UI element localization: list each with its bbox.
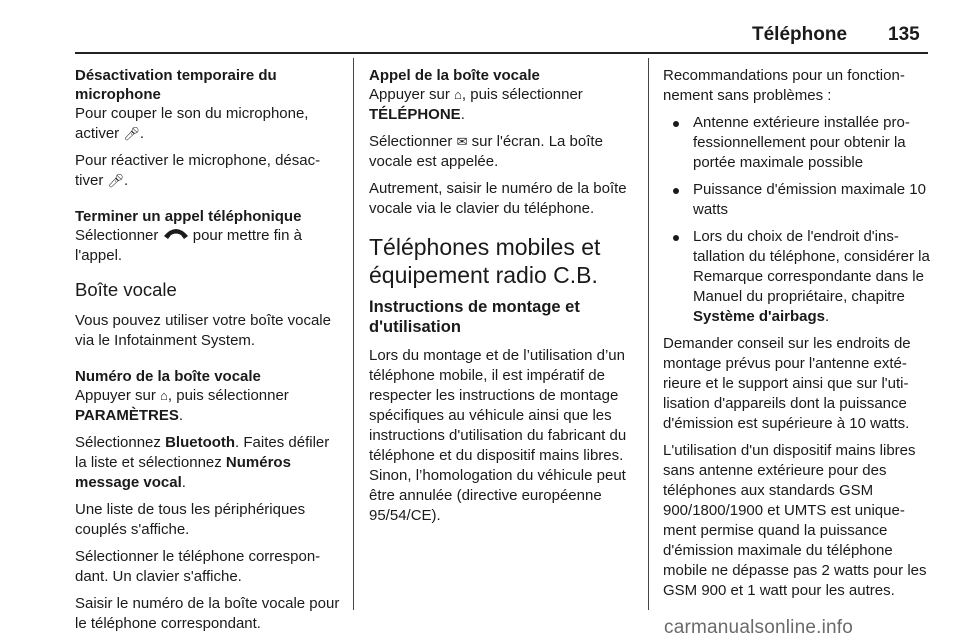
paragraph-select-phone: Sélectionner le téléphone correspondant. Un clavier s'affiche. (75, 548, 321, 586)
paragraph-voicemail: Vous pouvez utiliser votre boîte vocale via le Infotainment System. (75, 312, 331, 350)
column-2 (369, 66, 637, 533)
column-1 (75, 66, 343, 641)
paragraph-press-phone: Appuyer sur ⌂, puis sélectionner TÉLÉPHONE. (369, 86, 583, 123)
microphone-mute-icon: 🎤︎ (107, 173, 125, 188)
paragraph-installation: Lors du montage et de l’utilisation d’un téléphone mobile, il est impératif de respecter les instructions de montage spécifiques au véhicule ainsi que les instructions d'utilisation du fabricant du téléphone et du dispositif mains libres. Sinon, l’homologation du véhicule peut être annulée (directive européenne 95/54/CE). (369, 347, 627, 524)
heading-installation: Instructions de montage et d'utilisation (369, 298, 580, 336)
paragraph-mute-on: Pour couper le son du microphone, activer 🎤︎. (75, 105, 309, 142)
list-item: Antenne extérieure installée professionnellement pour obtenir la portée maximale possible (663, 113, 931, 173)
paragraph-handsfree: L'utilisation d'un dispositif mains libres sans antenne extérieure pour des téléphones aux standards GSM 900/1800/1900 et UMTS est uniquement permise quand la puissance d'émission maximale du téléphone mobile ne dépasse pas 2 watts pour les GSM 900 et 1 watt pour les autres. (663, 442, 927, 599)
header-rule (75, 52, 928, 54)
heading-mobile-phones: Téléphones mobiles et équipement radio C.B. (369, 234, 601, 288)
heading-call-voicemail: Appel de la boîte vocale (369, 67, 540, 84)
page-number: 135 (888, 24, 920, 45)
paragraph-recommendations: Recommandations pour un fonctionnement sans problèmes : (663, 67, 905, 104)
paragraph-alternative: Autrement, saisir le numéro de la boîte vocale via le clavier du téléphone. (369, 180, 627, 217)
paragraph-select-voicemail: Sélectionner ✉ sur l'écran. La boîte vocale est appelée. (369, 133, 603, 170)
home-icon: ⌂ (454, 87, 462, 102)
paragraph-end-call: Sélectionner pour mettre fin à l'appel. (75, 227, 302, 265)
page-header-title: Téléphone (752, 24, 848, 45)
paragraph-mute-off: Pour réactiver le microphone, désactiver 🎤︎. (75, 152, 321, 189)
list-item: Puissance d'émission maximale 10 watts (663, 180, 931, 220)
heading-mute-mic: Désactivation temporaire du microphone (75, 67, 277, 103)
paragraph-press-settings: Appuyer sur ⌂, puis sélectionner PARAMÈTRES. (75, 387, 289, 425)
list-item: Lors du choix de l'endroit d'installation du téléphone, considérer la Remarque correspondante dans le Manuel du propriétaire, chapitre Système d'airbags. (663, 227, 931, 327)
heading-voicemail-number: Numéro de la boîte vocale (75, 368, 261, 386)
end-call-icon (163, 226, 189, 246)
heading-voicemail: Boîte vocale (75, 279, 177, 301)
column-divider-2 (648, 58, 649, 610)
voicemail-icon: ✉ (456, 134, 468, 149)
home-icon: ⌂ (160, 388, 168, 404)
paragraph-antenna-advice: Demander conseil sur les endroits de montage prévus pour l'antenne extérieure et le support ainsi que sur l'utilisation d'appareils dont la puissance d'émission est supérieure à 10 watts. (663, 335, 911, 432)
column-3 (663, 66, 931, 608)
column-divider-1 (353, 58, 354, 610)
paragraph-device-list: Une liste de tous les périphériques couplés s'affiche. (75, 501, 306, 539)
heading-end-call: Terminer un appel téléphonique (75, 208, 302, 225)
watermark: carmanualsonline.info (664, 617, 854, 638)
paragraph-bluetooth: Sélectionnez Bluetooth. Faites défiler la liste et sélectionnez Numéros message vocal. (75, 434, 330, 492)
microphone-mute-icon: 🎤︎ (123, 126, 140, 141)
paragraph-enter-number: Saisir le numéro de la boîte vocale pour le téléphone correspondant. (75, 595, 340, 633)
